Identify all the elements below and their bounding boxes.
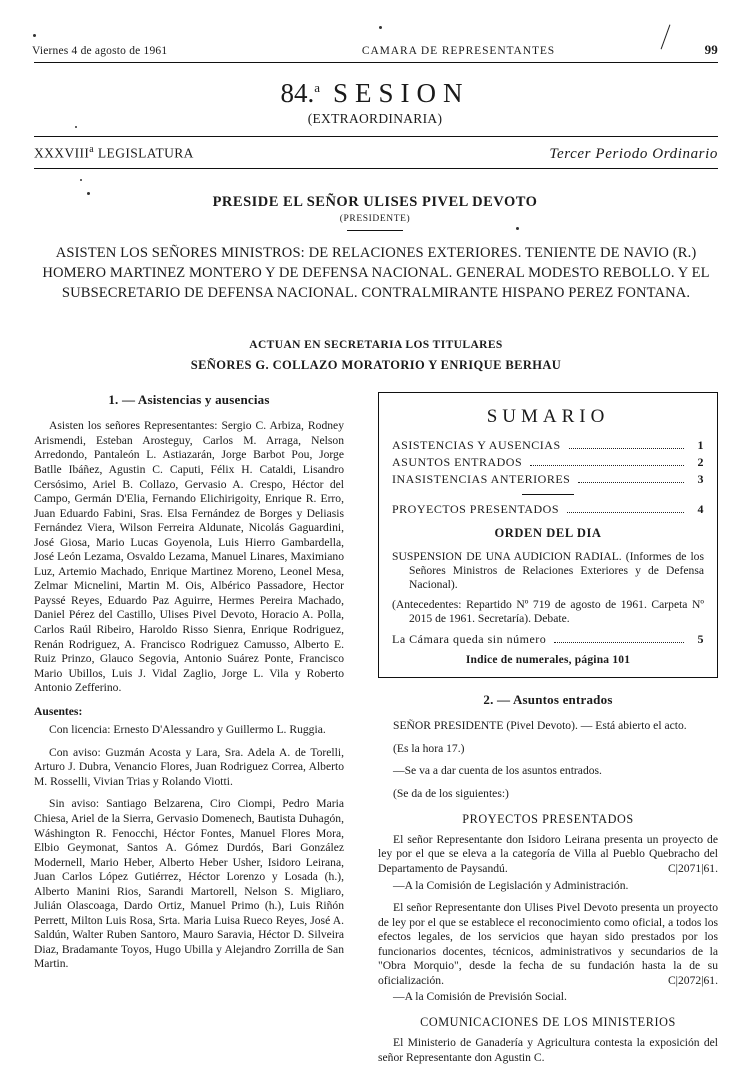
project-1-referral: —A la Comisión de Legislación y Administración. [393, 878, 629, 892]
right-column [378, 392, 718, 1067]
project-1-body: El señor Representante don Isidoro Leirana presenta un proyecto de ley por el que se eleva a la categoría de Villa al Pueblo Quebracho del Departamento de Paysandú. [378, 832, 718, 875]
summary-entry-label: ASUNTOS ENTRADOS [392, 454, 523, 469]
orden-del-dia-heading: ORDEN DEL DIA [494, 526, 602, 541]
leader-dots [530, 457, 684, 466]
leader-dots [567, 504, 684, 513]
project-2-referral: —A la Comisión de Previsión Social. [393, 990, 567, 1004]
publication-name: CAMARA DE REPRESENTANTES [361, 45, 556, 57]
left-column [34, 392, 344, 974]
summary-entry-projects[interactable] [392, 502, 704, 517]
summary-entry[interactable] [392, 438, 704, 453]
secretaries-names: SEÑORES G. COLLAZO MORATORIO Y ENRIQUE BERHAU [190, 358, 562, 372]
scan-speck [80, 179, 82, 181]
section-2-heading: 2. — Asuntos entrados [483, 692, 613, 708]
legislature-ordinal: a [89, 144, 95, 155]
legislature-numeral: XXXVIII [34, 145, 90, 161]
summary-entry-label: La Cámara queda sin número [392, 631, 547, 646]
summary-title: SUMARIO [486, 406, 610, 427]
absent-without-notice: Sin aviso: Santiago Belzarena, Ciro Ciompi, Pedro Maria Chiesa, Ariel de la Sierra, Gervasio Domenech, Bautista Duhagón, Wáshington R. Fenocchi, Héctor Fontes, Manuel Flores Mora, Elbio Geymonat, Santos A. Gómez Durdós, Bari González Modernell, Mario Heber, Alberto Heber Usher, Isidoro Leirana, Juan Carlos López Gutiérrez, Héctor Lorenzo y Losada (h.), Alberto Manini Rios, Sarandi Martorell, Nelson S. Migliaro, Julián Olascoaga, Dardo Ortiz, Manuel Primo (h.), Luis Riñón Perrett, Milton Luis Rosa, Srta. Maria Luisa Rueco Reyes, José A. Saldún, Walter Ruben Santoro, Mauro Saravia, Héctor D. Silveira Diaz, Bradamante Toyos, Hugo Ubilla y Alejandro Zorrilla de San Martin. [34, 797, 344, 971]
legislature-name [34, 144, 194, 162]
session-title [0, 78, 750, 109]
legislature-rule-bottom [34, 168, 718, 169]
presiding-officer-name: PRESIDE EL SEÑOR ULISES PIVEL DEVOTO [212, 194, 538, 210]
session-word: SESION [333, 78, 470, 108]
session-opening: SEÑOR PRESIDENTE (Pivel Devoto). — Está abierto el acto. [393, 719, 687, 733]
session-number: 84. [280, 78, 315, 108]
summary-entry-number: 2 [697, 454, 704, 469]
proyectos-presentados-heading: PROYECTOS PRESENTADOS [462, 811, 634, 826]
orden-item: (Antecedentes: Repartido Nº 719 de agosto de 1961. Carpeta Nº 2015 de 1961. Secretaría). Debate. [392, 597, 704, 626]
presiding-officer-role: (PRESIDENTE) [339, 214, 411, 224]
summary-entry-label: INASISTENCIAS ANTERIORES [392, 471, 571, 486]
absent-with-leave: Con licencia: Ernesto D'Alessandro y Guillermo L. Ruggia. [49, 723, 326, 737]
attending-ministers: ASISTEN LOS SEÑORES MINISTROS: DE RELACIONES EXTERIORES. TENIENTE DE NAVIO (R.) HOMERO MARTINEZ MONTERO Y DE DEFENSA NACIONAL. GENERAL MODESTO REBOLLO. Y EL SUBSECRETARIO DE DEFENSA NACIONAL. CONTRALMIRANTE HISPANO PEREZ FONTANA. [42, 245, 710, 302]
summary-entry-number: 4 [697, 501, 704, 516]
legislature-label: LEGISLATURA [94, 145, 194, 161]
summary-entry-number: 3 [697, 471, 704, 486]
session-hour: (Es la hora 17.) [393, 741, 465, 755]
leader-dots [578, 474, 684, 483]
legislature-row [34, 144, 718, 163]
comunicaciones-heading: COMUNICACIONES DE LOS MINISTERIOS [420, 1014, 676, 1029]
leader-dots [554, 634, 684, 643]
index-note: Indice de numerales, página 101 [465, 653, 631, 666]
legislature-period: Tercer Periodo Ordinario [549, 145, 718, 162]
project-1-code: C|2071|61. [667, 861, 718, 875]
secretaries-heading: ACTUAN EN SECRETARIA LOS TITULARES [249, 339, 503, 351]
summary-entry-number: 5 [697, 631, 704, 646]
absent-label: Ausentes: [34, 704, 83, 718]
summary-entry-number: 1 [697, 437, 704, 452]
project-2-code: C|2072|61. [667, 973, 718, 987]
project-2-body: El señor Representante don Ulises Pivel Devoto presenta un proyecto de ley por el que se establece el reconocimiento como oficial, a todos los efectos legales, de los servicios que hayan sido prestados por los funcionarios docentes, técnicos, administrativos y secundarios de la "Obra Morquio", desde la fecha de su fundación hasta la de su oficialización. [378, 901, 718, 987]
leader-dots [569, 440, 684, 449]
session-ordinal: a [314, 80, 321, 95]
scan-speck [33, 34, 36, 37]
section-1-heading: 1. — Asistencias y ausencias [108, 392, 270, 407]
divider-rule [347, 230, 403, 231]
comunicaciones-text: El Ministerio de Ganadería y Agricultura contesta la exposición del señor Representante don Agustin C. [378, 1036, 718, 1064]
summary-divider [522, 494, 574, 495]
attendance-paragraph: Asisten los señores Representantes: Sergio C. Arbiza, Rodney Arismendi, Esteban Arosteguy, Carlos M. Arraga, Nelson Arredondo, Pantaleón L. Astiazarán, Jorge Barbot Pou, Jorge Batlle Ibáñez, Agustin C. Caputi, Félix H. Cataldi, Lisandro Cersósimo, Ariel B. Collazo, Gervasio A. Crespo, Héctor del Campo, Germán D'Elia, Fernando Elichirigoity, Enrique R. Erro, Juan Eduardo Fabini, Sras. Elsa Fernández de Borges y Deliasis Fernández Viera, Wilson Ferreira Aldunate, Nicolás Gaguardini, José Giosa, Mario Lucas Goyenola, Luis Hierro Gambardella, José León Lezama, Osvaldo Lezama, Manuel Linares, Maximiano Luz, Artemio Machado, Enrique Martinez Moreno, Leonel Mesa, Zelmar Micnelini, Martin M. Ois, Albérico Passadore, Hector Payssé Reyes, Eduardo Paz Aguirre, Hermes Pereira Machado, Daniel Pérez del Castillo, Ulises Pivel Devoto, Horacio A. Polla, Carlos Raúl Ribeiro, Haroldo Risso Sienra, Enrique Rodriguez, Renán Rodriguez, A. Francisco Rodriguez Camusso, Alberto E. Ruiz Prinzo, Glauco Segovia, Antonio Suárez Ponte, Francisco Mario Ubillos, Luis J. Vidal Zaglio, Jorge L. Vila y Roberto Antonio Zefferino. [34, 419, 344, 695]
header-rule [34, 62, 718, 63]
presiding-block [0, 194, 750, 231]
running-head [32, 42, 718, 60]
secretaries-block [34, 339, 718, 373]
project-1-text [378, 833, 718, 877]
project-2-text [378, 901, 718, 988]
page-number: 99 [704, 42, 718, 57]
summary-entry-label: ASISTENCIAS Y AUSENCIAS [392, 437, 561, 452]
summary-entry[interactable] [392, 472, 704, 487]
summary-entry-label: PROYECTOS PRESENTADOS [392, 501, 560, 516]
asuntos-announcement: —Se va a dar cuenta de los asuntos entrados. [393, 764, 602, 778]
orden-item: SUSPENSION DE UNA AUDICION RADIAL. (Informes de los Señores Ministros de Relaciones Exteriores y de Defensa Nacional). [392, 549, 704, 592]
scan-speck [379, 26, 382, 29]
summary-entry[interactable] [392, 455, 704, 470]
absent-with-notice: Con aviso: Guzmán Acosta y Lara, Sra. Adela A. de Torelli, Arturo J. Dubra, Venancio Flores, Juan Rodriguez Correa, Alberto M. Rosselli, Vivian Trias y Rolando Viotti. [34, 745, 344, 788]
asuntos-following: (Se da de los siguientes:) [393, 787, 509, 801]
summary-entry-camara[interactable] [392, 632, 704, 647]
summary-box [378, 392, 718, 678]
issue-date: Viernes 4 de agosto de 1961 [32, 45, 168, 57]
legislature-rule-top [34, 136, 718, 137]
session-type: (EXTRAORDINARIA) [307, 111, 443, 126]
